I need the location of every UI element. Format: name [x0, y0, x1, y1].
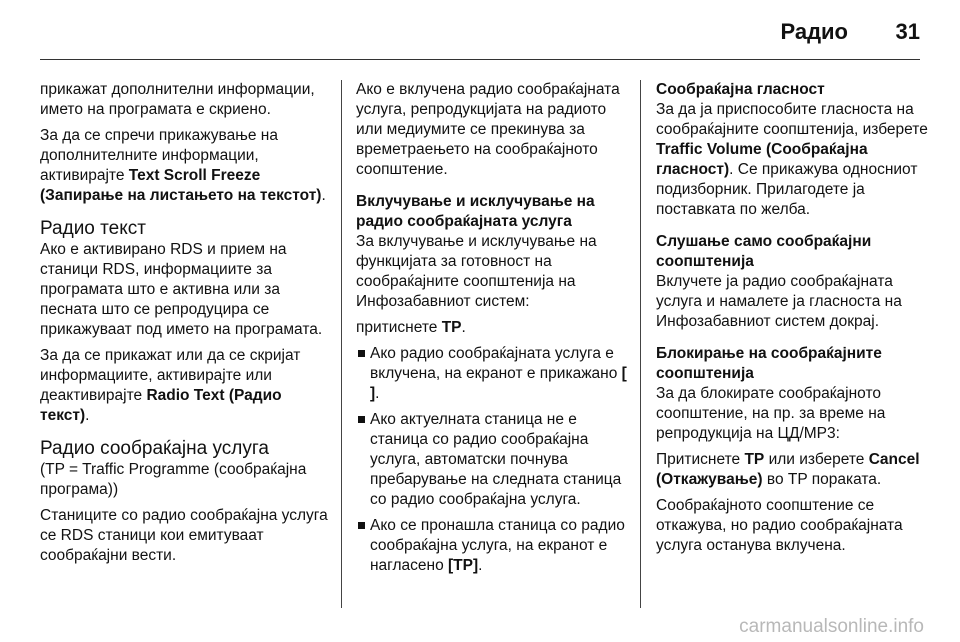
paragraph: Ако е вклучена радио сообраќајната услуга, репродукцијата на радиото или медиумите се прекинува за времетраењето на сообраќајното соопштение.	[356, 81, 620, 178]
subheading-toggle-traffic-service: Вклучување и исклучување на радио сообраќајната услуга	[356, 193, 595, 230]
column-left	[40, 80, 330, 572]
square-bullet-icon	[358, 416, 365, 423]
list-item	[356, 410, 631, 510]
header-divider	[40, 59, 920, 60]
subheading-traffic-volume: Сообраќајна гласност	[656, 81, 825, 98]
text: . Се прикажува односниот подизборник. Прилагодете ја поставката по желба.	[656, 161, 918, 218]
text: .	[375, 385, 380, 402]
text: во TP пораката.	[762, 471, 882, 488]
paragraph	[40, 346, 330, 426]
list-item	[356, 516, 631, 576]
text: .	[85, 407, 90, 424]
paragraph: За да блокирате сообраќајното соопштение, на пр. за време на репродукција на ЦД/MP3:	[656, 385, 886, 442]
column-divider	[640, 80, 641, 608]
display-indicator-tp: [TP]	[448, 557, 479, 574]
column-right	[656, 80, 928, 562]
paragraph	[656, 100, 928, 220]
text: Ако радио сообраќајната услуга е вклучена, на екранот е прикажано	[370, 345, 622, 382]
paragraph	[40, 126, 330, 206]
paragraph: (TP = Traffic Programme (сообраќајна програма))	[40, 461, 307, 498]
paragraph: Ако е активирано RDS и прием на станици RDS, информациите за програмата што е активна или за песната што се репродуцира се прикажуваат под името на програмата.	[40, 241, 323, 338]
paragraph: прикажат дополнителни информации, името на програмата е скриено.	[40, 81, 315, 118]
text: За да се прикажат или да се скријат информациите, активирајте или деактивирајте	[40, 347, 301, 404]
menu-option-traffic-volume: Traffic Volume (Сообраќајна гласност)	[656, 141, 868, 178]
paragraph	[656, 450, 928, 490]
button-name-tp: TP	[441, 319, 462, 336]
page-number: 31	[895, 19, 920, 44]
text: Ако се пронашла станица со радио сообраќајна услуга, на екранот е нагласено	[370, 517, 625, 574]
text: .	[321, 187, 326, 204]
text: За да ја приспособите гласноста на сообраќајните соопштенија, изберете	[656, 101, 928, 138]
text: Ако актуелната станица не е станица со радио сообраќајна услуга, автоматски почнува пребарување на следната станица со радио сообраќајна услуга.	[370, 411, 622, 508]
text: .	[461, 319, 466, 336]
watermark: carmanualsonline.info	[739, 616, 924, 637]
subheading-block-traffic: Блокирање на сообраќајните соопштенија	[656, 345, 882, 382]
page-title: Радио	[780, 19, 848, 44]
list-item	[356, 344, 631, 404]
menu-option-radio-text: Radio Text (Радио текст)	[40, 387, 282, 424]
paragraph: За вклучување и исклучување на функцијата за готовност на сообраќајните соопштенија на Инфозабавниот систем:	[356, 233, 597, 310]
display-indicator: [ ]	[370, 365, 627, 402]
paragraph: Станиците со радио сообраќајна услуга се RDS станици кои емитуваат сообраќајни вести.	[40, 507, 328, 564]
menu-option-cancel: Cancel (Откажување)	[656, 451, 920, 488]
subheading-listen-only-traffic: Слушање само сообраќајни соопштенија	[656, 233, 872, 270]
button-name-tp: TP	[744, 451, 765, 468]
page-header	[0, 0, 960, 62]
text: или изберете	[764, 451, 869, 468]
column-middle	[356, 80, 631, 582]
column-divider	[341, 80, 342, 608]
section-heading-traffic-service: Радио сообраќајна услуга	[40, 438, 269, 459]
paragraph	[356, 318, 631, 338]
section-heading-radio-text: Радио текст	[40, 218, 146, 239]
paragraph: Сообраќајното соопштение се откажува, но радио сообраќајната услуга останува вклучена.	[656, 497, 903, 554]
square-bullet-icon	[358, 350, 365, 357]
text: Притиснете	[656, 451, 745, 468]
square-bullet-icon	[358, 522, 365, 529]
text: .	[478, 557, 483, 574]
text: За да се спречи прикажување на дополнителните информации, активирајте	[40, 127, 278, 184]
bullet-list	[356, 344, 631, 576]
menu-option-text-scroll-freeze: Text Scroll Freeze (Запирање на листањето на текстот)	[40, 167, 322, 204]
text: притиснете	[356, 319, 442, 336]
paragraph: Вклучете ја радио сообраќајната услуга и намалете ја гласноста на Инфозабавниот систем докрај.	[656, 273, 902, 330]
